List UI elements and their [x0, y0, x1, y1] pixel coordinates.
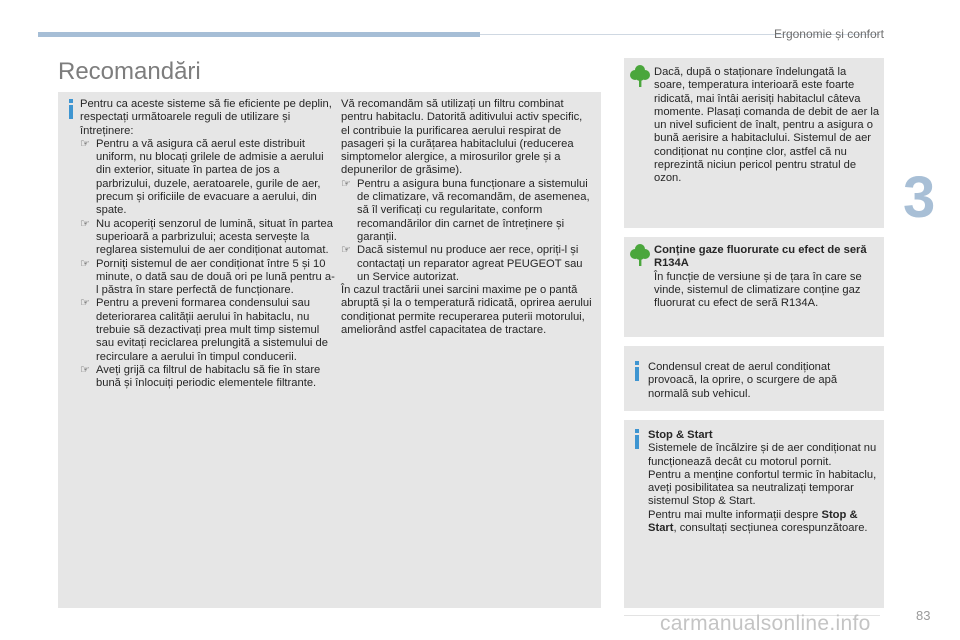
chapter-title: Ergonomie și confort — [773, 27, 884, 41]
page-title: Recomandări — [58, 58, 201, 85]
stop-start-title: Stop & Start — [648, 429, 713, 441]
tree-icon — [629, 64, 651, 88]
fluorinated-gas-body: În funcție de versiune și de țara în care se vinde, sistemul de climatizare conține gaz fluorurat cu efect de seră R134A. — [654, 270, 862, 310]
pointer-icon: ☞ — [80, 363, 91, 376]
stop-start-text — [648, 429, 880, 535]
info-icon — [633, 429, 641, 449]
page-number: 83 — [916, 608, 931, 623]
condensation-text: Condensul creat de aerul condiționat provoacă, la oprire, o scurgere de apă normală sub vehicul. — [648, 361, 838, 400]
stop-start-line: Pentru mai multe informații despre Stop & Start, consultați secțiunea corespunzătoare. — [648, 508, 868, 535]
intro-text: Pentru ca aceste sisteme să fie eficiente pe deplin, respectați următoarele reguli de utilizare și întreținere: — [80, 98, 332, 137]
recommendations-column-2 — [341, 98, 593, 337]
info-icon — [67, 99, 75, 119]
pointer-icon: ☞ — [80, 217, 91, 230]
recommendations-column-1 — [80, 98, 336, 391]
stop-start-line: Sistemele de încălzire și de aer condiționat nu funcționează decât cu motorul pornit. — [648, 442, 877, 468]
info-icon — [633, 361, 641, 381]
list-item: ☞ Dacă sistemul nu produce aer rece, opriți-l și contactați un reparator agreat PEUGEOT sau un Service autorizat. — [341, 244, 583, 283]
list-item: ☞ Porniți sistemul de aer condiționat între 5 și 10 minute, o dată sau de două ori pe lună pentru a-l păstra în stare perfectă de funcționare. — [80, 257, 335, 297]
ventilation-text: Dacă, după o staționare îndelungată la soare, temperatura interioară este foarte ridicată, mai întâi aerisiți habitaclul câteva momente. Plasați comanda de debit de aer la un nivel suficient de înalt, pentru a asigura o bună aerisire a habitaclului. Sistemul de aer condiționat nu conține clor, astfel că nu reprezintă niciun pericol pentru stratul de ozon. — [654, 66, 880, 185]
pointer-icon: ☞ — [80, 137, 91, 150]
list-item: ☞ Nu acoperiți senzorul de lumină, situat în partea superioară a parbrizului; acesta servește la reglarea sistemului de aer condiționat automat. — [80, 217, 333, 257]
recommendation-list — [80, 138, 336, 391]
fluorinated-gas-title: Conține gaze fluorurate cu efect de seră R134A — [654, 244, 867, 270]
list-item: ☞ Pentru a vă asigura că aerul este distribuit uniform, nu blocați grilele de admisie a aerului din exterior, situate în partea de jos a parbrizului, duzele, aeratoarele, gurile de aer, precum și orificiile de evacuare a aerului, din spate. — [80, 137, 324, 217]
towing-text: În cazul tractării unei sarcini maxime pe o pantă abruptă și la o temperatură ridicată, oprirea aerului condiționat permite recuperarea puterii motorului, ameliorând astfel capacitatea de tractare. — [341, 284, 592, 337]
pointer-icon: ☞ — [80, 297, 91, 310]
list-item: ☞ Pentru a asigura buna funcționare a sistemului de climatizare, vă recomandăm, de asemenea, să îl verificați cu regularitate, conform recomandărilor din carnet de întreținere și garanții. — [341, 177, 590, 243]
pointer-icon: ☞ — [341, 177, 352, 190]
fluorinated-gas-text — [654, 244, 880, 310]
list-item: ☞ Pentru a preveni formarea condensului sau deteriorarea calității aerului în habitaclu, nu trebuie să dezactivați prea mult timp sistemul sau evitați reciclarea prelungită a sistemului de recirculare a aerului în timpul conducerii. — [80, 297, 328, 363]
watermark: carmanualsonline.info — [660, 612, 871, 635]
tree-icon — [629, 243, 651, 267]
chapter-number: 3 — [903, 165, 936, 230]
header-accent-bar — [38, 32, 480, 37]
recommendation-list — [341, 178, 593, 284]
pointer-icon: ☞ — [80, 257, 91, 270]
filter-text: Vă recomandăm să utilizați un filtru combinat pentru habitaclu. Datorită aditivului activ specific, el contribuie la purificarea aerului respirat de pasageri și la curățarea habitaclului (reducerea simptomelor alergice, a mirosurilor grele și a depunerilor de grăsime). — [341, 98, 583, 177]
stop-start-line: Pentru a menține confortul termic în habitaclu, aveți posibilitatea sa neutralizați temporar sistemul Stop & Start. — [648, 468, 877, 508]
list-item: ☞ Aveți grijă ca filtrul de habitaclu să fie în stare bună și înlocuiți periodic elementele filtrante. — [80, 363, 321, 390]
pointer-icon: ☞ — [341, 244, 352, 257]
